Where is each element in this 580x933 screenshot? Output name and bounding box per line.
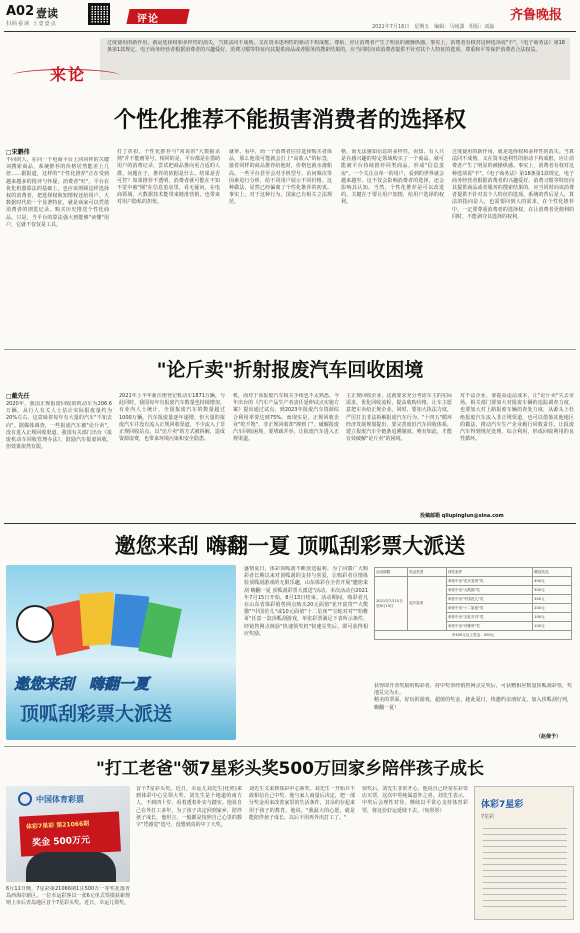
article1-col-4: 格，而无法感知信息的多样性。看知，有人只是在感兴趣的特定领域购买了一个商品，就可能被平台持续推荐同类商品，形成"信息茧房"。一个关注点单一的用户，看到的世界就会越来越窄。这不仅会影响消费者的选择，还会影响其认知。当然，个性化推荐是可以改进的。关键在于要让用户知情，给用户选择的权利。 — [341, 149, 444, 206]
header-rule — [4, 31, 576, 32]
intro-text: 过度使用的新作用，就是选择权和多样性的消失，当算法同不成熟，又在资本逐利性的驱动下构成框。尊始，应让消费者产生了明显的被操纵感。事实上，消费者有权对这种选项说"不"，《电子商务法》第18条第1款规定，电子商务经营者根据消费者的兴趣爱好，消费习惯等特征向其提供商品或者服务的搜索结果的，应当同时向该消费者提供不针对其个人特征的选项，尊重和平等保护消费者合法权益。 — [107, 40, 565, 54]
promo-signature: （赵倩予） — [536, 734, 562, 740]
table-header: 奖品类型 — [408, 568, 447, 577]
table-cell: 单张中出"大熊猫"奖 — [446, 586, 532, 595]
ticket-board-line2: 奖金 500万元 — [31, 835, 91, 849]
promo-headline: 邀您来刮 嗨翻一夏 顶呱刮彩票大派送 — [114, 534, 466, 558]
promo-divider — [4, 746, 576, 747]
lottery-photo-caption: 6月11日晚，7星彩第21066期1注500万一等奖花落青岛西海岸新区。一位幸运彩客以一张6元单式票摸获新规则上市后青岛地区首个7星彩头奖。近日，幸运儿领奖。 — [6, 886, 130, 907]
article2-title: "论斤卖"折射报废汽车回收困境 — [156, 359, 424, 381]
lottery-tickets-graphic — [51, 593, 181, 663]
panda-icon — [16, 605, 54, 643]
table-cell: 400元 — [533, 577, 572, 586]
winner-figure — [26, 852, 116, 882]
table-period: 2021年7月15日至8月13日 — [375, 577, 408, 631]
ticket-board-line1: 体彩7星彩 第21066期 — [25, 820, 90, 831]
article2-col-2: 2021年上半年新注册登记机动车1871万辆，与此同时，我国每年有报废汽车数量也持续增加，有业内人士统计，全国报废汽车的数量超过1000万辆。汽车报废量逐年递增，但大量的报废汽车并没有流入正规回收渠道，不少流入了非正规回收站点，以"论斤卖"的方式被拆解，造成资源浪费，也带来环境污染和安全隐患。 — [119, 393, 225, 443]
table-cell: 300元 — [533, 586, 572, 595]
table-footer: 中400元以上奖金：500元 — [375, 631, 572, 640]
prize-table — [374, 567, 572, 640]
article2-col-5: 对不法企业，要提高违法成本，让"论斤卖"失去市场。相关部门要加大对报废车辆的追踪调查力度，也要加大对上路报废车辆的查处力度，从源头上杜绝报废汽车流入非正规渠道，也可以借鉴其他地区的做法，推动汽车生产企业履行回收责任，让报废汽车得到规范处理、综合利用，形成回收利用的良性循环。 — [460, 393, 574, 443]
table-cell: 300元 — [533, 595, 572, 604]
promo-banner-line1: 邀您来刮 嗨翻一夏 — [14, 675, 150, 693]
table-cell: 200元 — [533, 604, 572, 613]
ticket-image — [474, 786, 574, 920]
table-type: 花开富贵 — [408, 577, 447, 631]
table-cell: 单张中出"幼稚哥"奖 — [446, 622, 532, 631]
promo-closing: 获得即开票奖励的购彩者，持中奖票经销售网点兑奖后，可获赠相应数量顶呱刮彩票，奖池兑完为止。 精美的票面，好玩的游戏，超值的奖金，趁此夏日，快邀约亲朋好友，加入顶呱刮行列，嗨翻一夏！ — [374, 683, 572, 711]
submission-email: 投稿邮箱 qilupinglun@sina.com — [420, 513, 504, 519]
article1-col-2: 打了折扣。个性化推荐与"常说的"大数据杀熟"并不能画等号，相同的是，平台都是在借助用户的消费记录，尝试把商品推向更合适的人群。问题在于，推荐的依据是什么、结果是否可控？如果推荐不透明，消费者就可能在不知不觉中被"圈"在信息茧房里。看无疑问，在电商领域，大数据技术能带来精准营销，也带来对用户隐私的担忧。 — [117, 149, 220, 206]
qr-caption: 扫码看读 上壹壹点 — [6, 21, 57, 27]
article1-col-1: 不同的人，在同一个电商平台上同同样的关键词搜索商品，系统推荐的价格居然能差上几倍……据报道，这样的"个性化推荐"正在受到越来越多的批评与怀疑。消费者"吐"，平台在优化机器算法的基础上，也应该照顾这样选择权的消费者，把选择权和知情权还给用户。大数据时代的一个显著特征，就是商家可以凭借消费者的浏览记录、购买历史推送个性化商品。只是，当平台的算法强大到能够"读懂"用户，它就不仅仅是工具。 — [6, 157, 109, 228]
table-cell: 100元 — [533, 613, 572, 622]
issue-meta: 2021年7月16日 星期五 编辑：马纯潇 组版：刘淼 — [372, 24, 495, 30]
lottery-col-2: 首个7星彩头奖。近日，幸运儿刘先生(化姓)来到体彩中心兑领大奖。刘先生是个地道的南方人，不到四十岁，看着透着朴实与踏实。他说自己在外打工多年，为了孩子决定回到家乡，陪伴孩子成长。他坦言，一般都是按照自己心里的数字"凭感觉"选号，没想到真的中了大奖。 — [136, 786, 242, 829]
lottery-headline: "打工老爸"领7星彩头奖500万回家乡陪伴孩子成长 — [95, 759, 485, 779]
article1-title: 个性化推荐不能损害消费者的选择权 — [113, 108, 466, 133]
article2-col-1: 2020年，我国正规报废回收的机动车为206.6万辆，从行人有关人士估计实际报废量约为20%左右，这意味着每年有大量的汽车"不知去向"。据媒体调查，一些报废汽车被"论斤卖"，没有进入正规回收渠道。我国有关部门出台《报废机动车回收管理办法》，鼓励汽车报废回收，但效果依然有限。 — [6, 401, 112, 451]
table-header: 获奖条件 — [446, 568, 532, 577]
article2-col-4: 主正规回收企业，这就要求充分考虑车主的实际需求，优化回收流程，提高收购价格，让车主愿意把车卖给正规企业。同时，要加大执法力度，严厉打击非法拆解报废汽车行为。"十四五"循环经济发展规划提出，要完善废旧汽车回收体系，建立报废汽车全链条追溯制度。唯有如此，才能有效破解"论斤卖"的困境。 — [346, 393, 452, 443]
comment-logo-swash — [12, 69, 120, 82]
promo-banner-line2: 顶呱刮彩票大派送 — [20, 703, 173, 725]
table-cell: 单张中出"中国范儿"奖 — [446, 595, 532, 604]
table-cell: 单张中出"花开富贵"奖 — [446, 577, 532, 586]
article2-divider — [4, 523, 576, 524]
article1-divider — [4, 349, 576, 350]
ticket-barcode — [483, 827, 567, 907]
ticket-image-sub: 7星彩 — [481, 814, 495, 820]
table-header: 赠送奖品 — [533, 568, 572, 577]
lottery-col-3: 刘先生又来到体彩中心领奖。刘先生一开始并不敢相信自己中奖，他与家人商量后决定，把一部分奖金用来改善家里的生活条件，其余的存起来用于孩子的教育。他说，"我最大的心愿，就是能陪伴孩子成长，以后不用再外出打工了。" — [249, 786, 355, 821]
table-header: 活动期限 — [375, 568, 408, 577]
column-tab-label: 评论 — [137, 14, 159, 25]
ticket-image-title: 体彩7星彩 — [481, 800, 524, 810]
comment-logo: 来论 — [50, 65, 87, 84]
promo-body: 盛情夏日，体彩顶呱刮不断放送福利。为了回馈广大购彩者长期以来对顶呱刮的支持与喜爱，让购彩者尽情体验顶呱刮游戏的无限乐趣，山东体彩在全省开展"邀您来刮 嗨翻一夏 顶呱刮彩票大派送"活动。本次活动自2021年7月15日开始，8月13日结束。活动期间，购彩者凡在山东省体彩销售网点购买20元面值"花开富贵""大熊猫""中国范儿"或10元面值"十二星座""宝蛇对对""幼稚哥"任意一款顶呱刮游戏，单张彩票满足下表所示条件，经销售网点核验"快速领奖机"快速兑奖后，即可获得相应奖励。 — [244, 566, 368, 637]
lottery-col-4: 领奖后，刘先生非常开心，他说自己经常在彩票店买票，这次中奖纯属意外之喜。刘先生表示，中奖后会理性对待，继续以平常心支持体育彩票，将这份好运延续下去。（宛彤彤） — [362, 786, 468, 814]
article1-byline: □宋鹏伟 — [6, 149, 30, 156]
article2-col-3: 机，而对于该报废汽车相关手续也不太熟悉。今年出台的《汽车产品生产者责任延伸试点实施方案》提出通过试点，到2023年报废汽车资源综合利用率要达到75%。而现实是，正规回收企业"吃不饱"，非正规回收却"撑到了"。破解报废汽车回收困境，要堵疏并举，让报废汽车进入正规渠道。 — [233, 393, 339, 443]
lottery-logo-text: 中国体育彩票 — [36, 795, 84, 804]
table-cell: 100元 — [533, 622, 572, 631]
lottery-photo — [6, 786, 130, 882]
article1-col-5: 过度使用的新作用，就是选择权和多样性的消失。当算法同不成熟，又在资本逐利性的驱动下构成框，应让消费者产生了明显的被操纵感。事实上，消费者有权对这种选项说"不"。《电子商务法》第18条第1款规定，电子商务经营者根据消费者的兴趣爱好、消费习惯等特征向其提供商品或者服务的搜索结果的，应当同时向该消费者提供不针对其个人特征的选项。系统的背后是人，算法的指向是人，也需要回到人的需求，在个性化推荐中，一定要尊重消费者的选择权，在让消费者更便利的同时，不能剥夺其选择的权利。 — [452, 149, 574, 220]
article2-byline: □戴先任 — [6, 393, 30, 400]
page-number: A02 — [6, 4, 35, 19]
section-name: 壹读 — [36, 7, 58, 20]
qr-code[interactable] — [88, 3, 110, 25]
newspaper-logo: 齐鲁晚报 — [510, 8, 563, 23]
sports-lottery-logo-icon — [18, 792, 32, 806]
article1-col-3: 就率、看中，而一个消费者往往选择购买者体品，那么他很可能就会打上"高收入"的标签，接着同样的商品推荐给他时，价格也就水涨船高。一些平台甚至会对手机型号、访问频次等因素进行分析，给不同用户展示不同价格。这种做法，显然已经偏离了个性化推荐的初衷。事实上，对于这种行为，国家已有相关立法规范。 — [229, 149, 332, 206]
table-cell: 单张中出"十二星座"奖 — [446, 604, 532, 613]
table-cell: 单张中出"宝蛇对对"奖 — [446, 613, 532, 622]
promo-banner — [6, 565, 236, 740]
